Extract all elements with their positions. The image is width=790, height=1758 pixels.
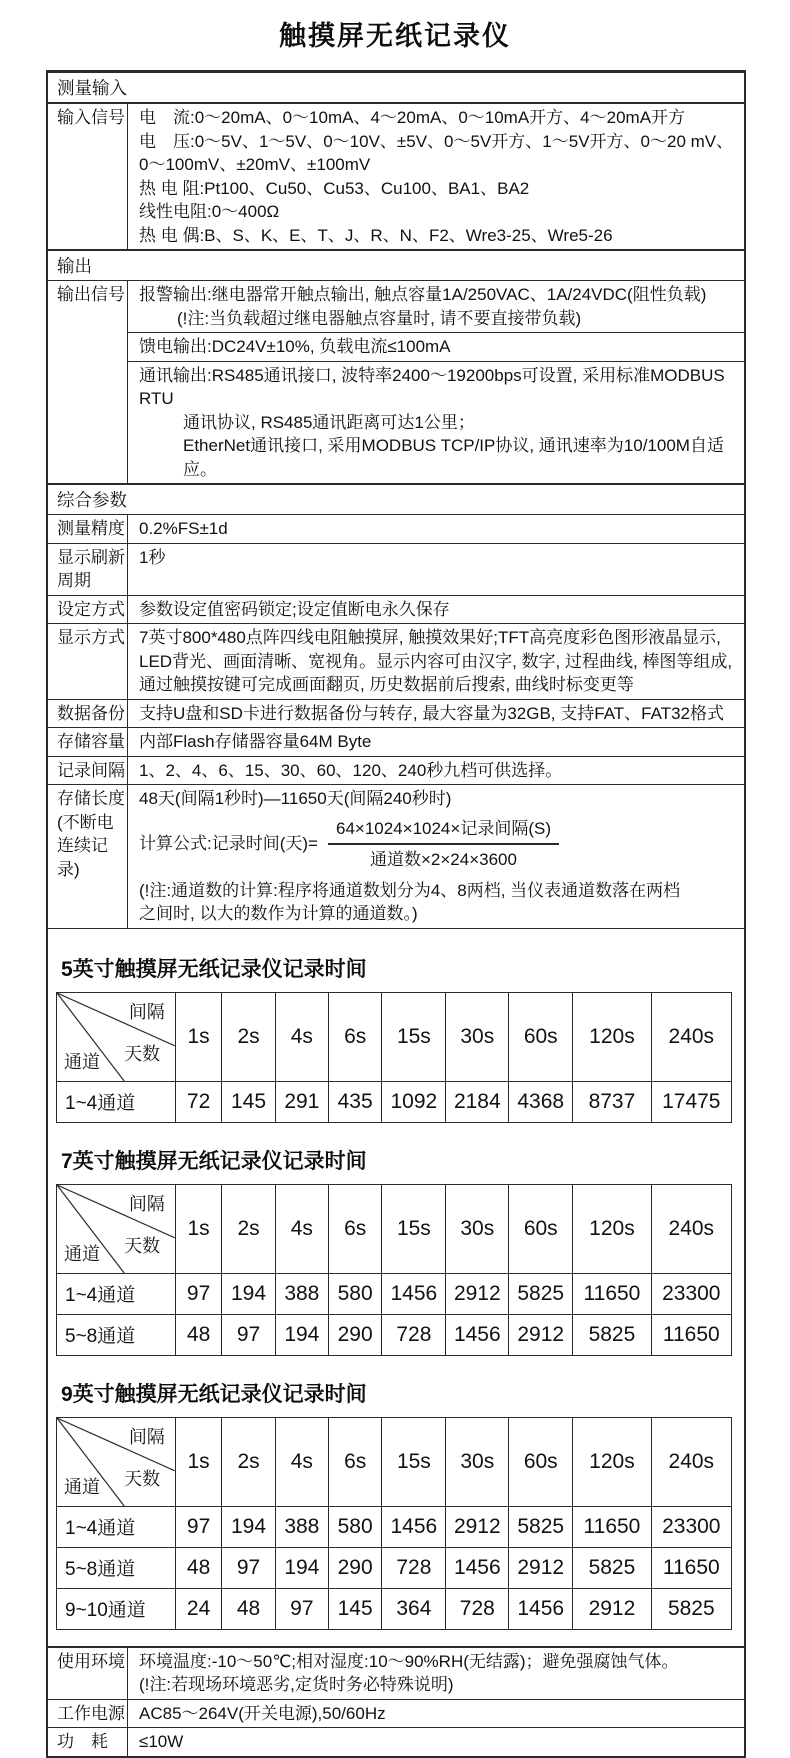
spec-line: LED背光、画面清晰、宽视角。显示内容可由汉字, 数字, 过程曲线, 棒图等组成, [139, 651, 733, 671]
spec-note-line: (!注:当负载超过继电器触点容量时, 请不要直接带负载) [177, 308, 582, 328]
days-value-cell: 364 [382, 1588, 446, 1629]
days-value-cell: 145 [222, 1081, 275, 1122]
days-value-cell: 72 [175, 1081, 222, 1122]
days-value-cell: 290 [329, 1547, 382, 1588]
spec-sheet-table [46, 70, 746, 1758]
power-consumption-value: ≤10W [139, 1732, 184, 1751]
row-environment [48, 1646, 744, 1699]
days-value-cell: 11650 [651, 1314, 731, 1355]
formula-prefix: 计算公式:记录时间(天)= [139, 834, 318, 854]
corner-label-days: 天数 [124, 1235, 161, 1256]
interval-header-cell: 60s [509, 1417, 573, 1506]
record-table-2 [56, 1417, 732, 1630]
days-value-cell: 23300 [651, 1506, 731, 1547]
corner-label-days: 天数 [124, 1043, 161, 1064]
days-value-cell: 194 [222, 1506, 275, 1547]
row-display-mode [48, 623, 744, 699]
record-table-0 [56, 992, 732, 1123]
days-value-cell: 291 [275, 1081, 328, 1122]
days-value-cell: 2912 [446, 1273, 509, 1314]
row-input-signal [48, 102, 744, 249]
spec-line: 电 流:0～20mA、0～10mA、4～20mA、0～10mA开方、4～20mA开方 [139, 108, 686, 127]
spec-note-line: (!注:通道数的计算:程序将通道数划分为4、8两档, 当仪表通道数落在两档 [139, 880, 681, 900]
label-line: (不断电 [57, 812, 114, 832]
row-data-backup [48, 699, 744, 728]
days-value-cell: 5825 [573, 1547, 651, 1588]
interval-header-cell: 4s [275, 992, 328, 1081]
spec-line: 7英寸800*480点阵四线电阻触摸屏, 触摸效果好;TFT高亮度彩色图形液晶显示, [139, 628, 721, 647]
interval-header-cell: 30s [446, 992, 509, 1081]
days-value-cell: 1456 [446, 1314, 509, 1355]
channel-cell: 1~4通道 [57, 1273, 176, 1314]
row-label-setting-mode: 设定方式 [48, 596, 128, 624]
interval-header-cell: 2s [222, 1184, 275, 1273]
days-value-cell: 580 [329, 1273, 382, 1314]
interval-header-cell: 4s [275, 1184, 328, 1273]
row-label-storage-length [48, 785, 128, 928]
days-value-cell: 48 [175, 1547, 222, 1588]
interval-header-cell: 30s [446, 1184, 509, 1273]
days-value-cell: 145 [329, 1588, 382, 1629]
record-table-row [57, 1081, 732, 1122]
row-label-record-interval: 记录间隔 [48, 757, 128, 785]
refresh-cycle-value: 1秒 [139, 547, 166, 567]
days-value-cell: 1456 [382, 1506, 446, 1547]
channel-cell: 5~8通道 [57, 1314, 176, 1355]
days-value-cell: 97 [222, 1314, 275, 1355]
row-setting-mode [48, 595, 744, 624]
interval-header-cell: 15s [382, 992, 446, 1081]
corner-label-interval: 间隔 [128, 1426, 165, 1447]
setting-mode-value: 参数设定值密码锁定;设定值断电永久保存 [139, 599, 450, 619]
days-value-cell: 97 [175, 1273, 222, 1314]
days-value-cell: 728 [382, 1314, 446, 1355]
storage-length-content [128, 785, 744, 928]
record-time-formula [139, 817, 738, 872]
formula-denominator: 通道数×2×24×3600 [370, 850, 517, 869]
spec-line: 通讯输出:RS485通讯接口, 波特率2400～19200bps可设置, 采用标准MODBUS RTU [139, 365, 725, 408]
corner-label-interval: 间隔 [128, 1193, 165, 1214]
interval-header-cell: 15s [382, 1417, 446, 1506]
days-value-cell: 2912 [446, 1506, 509, 1547]
corner-label-interval: 间隔 [128, 1001, 165, 1022]
days-value-cell: 48 [175, 1314, 222, 1355]
corner-label-channel: 通道 [64, 1243, 100, 1264]
days-value-cell: 2912 [509, 1314, 573, 1355]
display-mode-content [128, 624, 744, 699]
interval-header-cell: 15s [382, 1184, 446, 1273]
record-table-row [57, 1588, 732, 1629]
row-output-signal [48, 280, 744, 483]
record-interval-value: 1、2、4、6、15、30、60、120、240秒九档可供选择。 [139, 760, 563, 780]
row-label-accuracy: 测量精度 [48, 515, 128, 543]
row-label-storage-capacity: 存储容量 [48, 728, 128, 756]
interval-header-cell: 120s [573, 1184, 651, 1273]
storage-capacity-value: 内部Flash存储器容量64M Byte [139, 732, 372, 751]
days-value-cell: 1092 [382, 1081, 446, 1122]
record-table-header-row [57, 992, 732, 1081]
channel-cell: 9~10通道 [57, 1588, 176, 1629]
spec-line: 通过触摸按键可完成画面翻页, 历史数据前后搜索, 曲线时标变更等 [139, 675, 634, 694]
days-value-cell: 388 [275, 1273, 328, 1314]
days-value-cell: 2912 [573, 1588, 651, 1629]
feed-output-cell [128, 332, 744, 361]
days-value-cell: 1456 [446, 1547, 509, 1588]
diagonal-corner-cell [57, 992, 176, 1081]
days-value-cell: 5825 [651, 1588, 731, 1629]
page-title: 触摸屏无纸记录仪 [279, 21, 511, 51]
spec-line: EtherNet通讯接口, 采用MODBUS TCP/IP协议, 通讯速率为10/100M自适应。 [183, 436, 724, 479]
days-value-cell: 17475 [651, 1081, 731, 1122]
row-label-input-signal: 输入信号 [48, 104, 128, 249]
record-table-title-2: 9英寸触摸屏无纸记录仪记录时间 [61, 1382, 367, 1406]
days-value-cell: 11650 [573, 1273, 651, 1314]
days-value-cell: 194 [222, 1273, 275, 1314]
row-label-data-backup: 数据备份 [48, 700, 128, 728]
spec-line: 馈电输出:DC24V±10%, 负载电流≤100mA [139, 337, 451, 356]
record-tables-area [48, 928, 744, 1646]
days-value-cell: 48 [222, 1588, 275, 1629]
interval-header-cell: 120s [573, 992, 651, 1081]
interval-header-cell: 30s [446, 1417, 509, 1506]
row-label-output-signal: 输出信号 [48, 281, 128, 483]
spec-line: 通讯协议, RS485通讯距离可达1公里； [183, 412, 475, 432]
days-value-cell: 11650 [573, 1506, 651, 1547]
formula-fraction [328, 817, 559, 872]
days-value-cell: 388 [275, 1506, 328, 1547]
environment-content [128, 1648, 744, 1699]
row-refresh-cycle [48, 543, 744, 595]
interval-header-cell: 240s [651, 1184, 731, 1273]
record-table-row [57, 1273, 732, 1314]
diagonal-corner-cell [57, 1417, 176, 1506]
days-value-cell: 435 [329, 1081, 382, 1122]
interval-header-cell: 60s [509, 992, 573, 1081]
output-signal-content [128, 281, 744, 483]
storage-range-line: 48天(间隔1秒时)—11650天(间隔240秒时) [139, 789, 452, 808]
days-value-cell: 194 [275, 1547, 328, 1588]
spec-line: 0～100mV、±20mV、±100mV [139, 155, 371, 174]
record-table-header-row [57, 1184, 732, 1273]
spec-line: 热 电 阻:Pt100、Cu50、Cu53、Cu100、BA1、BA2 [139, 178, 530, 198]
spec-note-line: (!注:若现场环境恶劣,定货时务必特殊说明) [139, 1675, 454, 1694]
days-value-cell: 290 [329, 1314, 382, 1355]
interval-header-cell: 1s [175, 992, 222, 1081]
days-value-cell: 11650 [651, 1547, 731, 1588]
interval-header-cell: 1s [175, 1417, 222, 1506]
input-signal-content [128, 104, 744, 249]
days-value-cell: 580 [329, 1506, 382, 1547]
row-label-environment: 使用环境 [48, 1648, 128, 1699]
days-value-cell: 5825 [509, 1273, 573, 1314]
record-table-title-0: 5英寸触摸屏无纸记录仪记录时间 [61, 957, 367, 981]
record-table-row [57, 1314, 732, 1355]
section-header-output: 输出 [48, 249, 744, 280]
spec-line: 环境温度:-10～50℃;相对湿度:10～90%RH(无结露)；避免强腐蚀气体。 [139, 1651, 679, 1671]
interval-header-cell: 120s [573, 1417, 651, 1506]
row-label-power-consumption: 功 耗 [48, 1728, 128, 1756]
days-value-cell: 5825 [509, 1506, 573, 1547]
power-supply-value: AC85～264V(开关电源),50/60Hz [139, 1703, 386, 1723]
days-value-cell: 4368 [509, 1081, 573, 1122]
row-label-power-supply: 工作电源 [48, 1700, 128, 1728]
interval-header-cell: 6s [329, 1417, 382, 1506]
spec-line: 线性电阻:0～400Ω [139, 202, 280, 221]
row-storage-length [48, 784, 744, 928]
days-value-cell: 97 [275, 1588, 328, 1629]
interval-header-cell: 240s [651, 1417, 731, 1506]
days-value-cell: 728 [382, 1547, 446, 1588]
days-value-cell: 23300 [651, 1273, 731, 1314]
channel-cell: 1~4通道 [57, 1081, 176, 1122]
days-value-cell: 5825 [573, 1314, 651, 1355]
channel-cell: 5~8通道 [57, 1547, 176, 1588]
record-table-row [57, 1547, 732, 1588]
row-storage-capacity [48, 727, 744, 756]
days-value-cell: 194 [275, 1314, 328, 1355]
data-backup-value: 支持U盘和SD卡进行数据备份与转存, 最大容量为32GB, 支持FAT、FAT32格式 [139, 703, 724, 723]
days-value-cell: 728 [446, 1588, 509, 1629]
days-value-cell: 1456 [509, 1588, 573, 1629]
days-value-cell: 1456 [382, 1273, 446, 1314]
interval-header-cell: 4s [275, 1417, 328, 1506]
interval-header-cell: 1s [175, 1184, 222, 1273]
corner-label-channel: 通道 [64, 1051, 100, 1072]
corner-label-channel: 通道 [64, 1476, 100, 1497]
row-label-display-mode: 显示方式 [48, 624, 128, 699]
days-value-cell: 2184 [446, 1081, 509, 1122]
spec-note-line: 之间时, 以大的数作为计算的通道数。) [139, 904, 418, 923]
interval-header-cell: 2s [222, 1417, 275, 1506]
interval-header-cell: 60s [509, 1184, 573, 1273]
row-power-consumption [48, 1727, 744, 1756]
days-value-cell: 8737 [573, 1081, 651, 1122]
spec-line: 报警输出:继电器常开触点输出, 触点容量1A/250VAC、1A/24VDC(阻性负载) [139, 285, 707, 304]
record-table-header-row [57, 1417, 732, 1506]
row-accuracy [48, 514, 744, 543]
row-record-interval [48, 756, 744, 785]
spec-line: 电 压:0～5V、1～5V、0～10V、±5V、0～5V开方、1～5V开方、0～20 mV、 [139, 131, 734, 151]
interval-header-cell: 6s [329, 1184, 382, 1273]
channel-cell: 1~4通道 [57, 1506, 176, 1547]
section-header-measure-input: 测量输入 [48, 72, 744, 102]
interval-header-cell: 240s [651, 992, 731, 1081]
row-label-refresh-cycle: 显示刷新周期 [48, 544, 128, 595]
formula-numerator: 64×1024×1024×记录间隔(S) [328, 817, 559, 846]
alarm-output-cell [128, 281, 744, 332]
label-line: 存储长度 [57, 789, 125, 808]
section-header-general: 综合参数 [48, 483, 744, 514]
days-value-cell: 97 [175, 1506, 222, 1547]
days-value-cell: 2912 [509, 1547, 573, 1588]
comm-output-cell [128, 361, 744, 484]
row-power-supply [48, 1699, 744, 1728]
days-value-cell: 24 [175, 1588, 222, 1629]
record-table-1 [56, 1184, 732, 1356]
record-table-row [57, 1506, 732, 1547]
corner-label-days: 天数 [124, 1468, 161, 1489]
diagonal-corner-cell [57, 1184, 176, 1273]
interval-header-cell: 2s [222, 992, 275, 1081]
accuracy-value: 0.2%FS±1d [139, 519, 228, 538]
record-table-title-1: 7英寸触摸屏无纸记录仪记录时间 [61, 1149, 367, 1173]
interval-header-cell: 6s [329, 992, 382, 1081]
days-value-cell: 97 [222, 1547, 275, 1588]
label-line: 连续记录) [57, 836, 108, 879]
spec-line: 热 电 偶:B、S、K、E、T、J、R、N、F2、Wre3-25、Wre5-26 [139, 225, 613, 245]
